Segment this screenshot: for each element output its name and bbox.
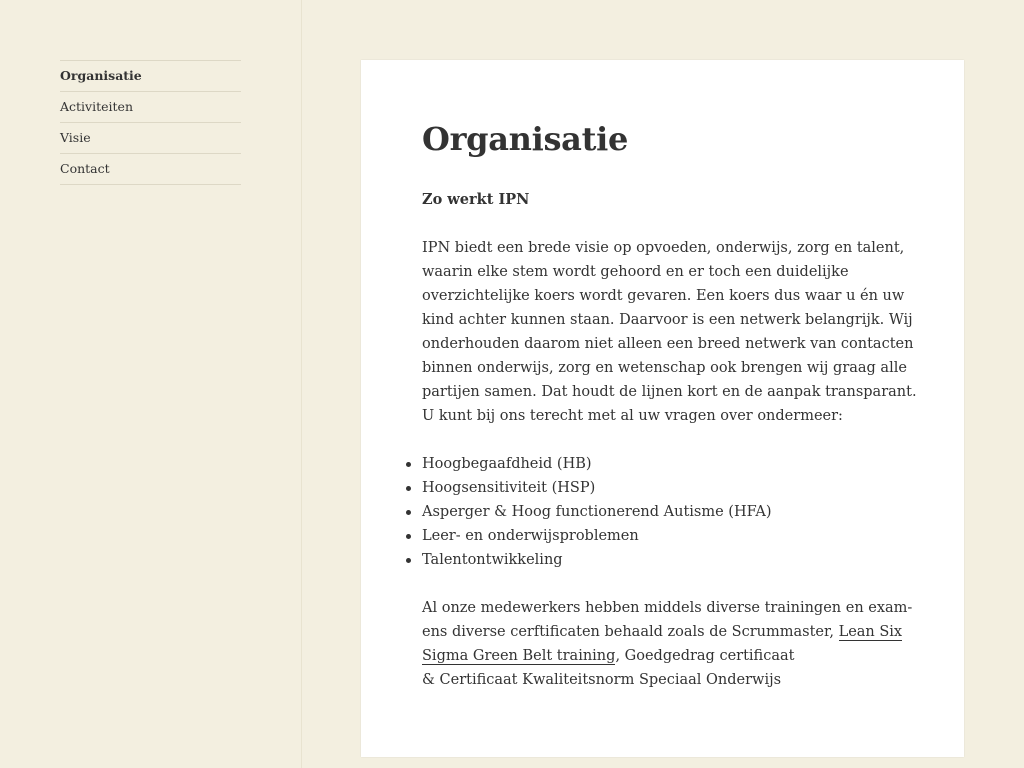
outro-text: ens diverse cerftificaten behaald zoals de Scrummaster, (422, 624, 839, 640)
list-item: Leer- en onderwijsproblemen (422, 524, 912, 548)
intro-paragraph (422, 236, 917, 428)
list-item: Asperger & Hoog functionerend Autisme (HFA) (422, 500, 912, 524)
outro-paragraph (422, 596, 912, 692)
list-item: Hoogsensitiviteit (HSP) (422, 476, 912, 500)
list-item: Hoogbegaafdheid (HB) (422, 452, 912, 476)
topics-list (422, 452, 912, 572)
intro-line: partijen samen. Dat houdt de lijnen kort en de aanpak transparant. (422, 384, 917, 400)
outro-line: Al onze medewerkers hebben middels diverse trainingen en exam- (422, 600, 913, 616)
intro-line: kind achter kunnen staan. Daarvoor is een netwerk belangrijk. Wij (422, 312, 913, 328)
main-navigation (60, 60, 241, 185)
outro-line (422, 644, 912, 668)
nav-item-visie[interactable]: Visie (60, 123, 241, 154)
list-item: Talentontwikkeling (422, 548, 912, 572)
nav-item-organisatie[interactable]: Organisatie (60, 61, 241, 92)
intro-line: waarin elke stem wordt gehoord en er toch een duidelijke (422, 264, 849, 280)
lean-six-sigma-link-continued[interactable]: Sigma Green Belt training (422, 648, 616, 664)
intro-line: U kunt bij ons terecht met al uw vragen over ondermeer: (422, 408, 843, 424)
intro-line: overzichtelijke koers wordt gevaren. Een koers dus waar u én uw (422, 288, 905, 304)
outro-line (422, 620, 912, 644)
nav-item-contact[interactable]: Contact (60, 154, 241, 185)
outro-line: & Certificaat Kwaliteitsnorm Speciaal Onderwijs (422, 672, 782, 688)
article (422, 118, 917, 692)
intro-line: onderhouden daarom niet alleen een breed netwerk van contacten (422, 336, 914, 352)
sidebar (0, 0, 302, 768)
section-subtitle: Zo werkt IPN (422, 191, 530, 208)
intro-line: IPN biedt een brede visie op opvoeden, onderwijs, zorg en talent, (422, 240, 905, 256)
outro-text: , Goedgedrag certificaat (615, 648, 795, 664)
intro-line: binnen onderwijs, zorg en wetenschap ook brengen wij graag alle (422, 360, 907, 376)
page-title: Organisatie (422, 120, 629, 158)
nav-item-activiteiten[interactable]: Activiteiten (60, 92, 241, 123)
content-card (361, 60, 964, 757)
lean-six-sigma-link[interactable]: Lean Six (838, 624, 903, 640)
